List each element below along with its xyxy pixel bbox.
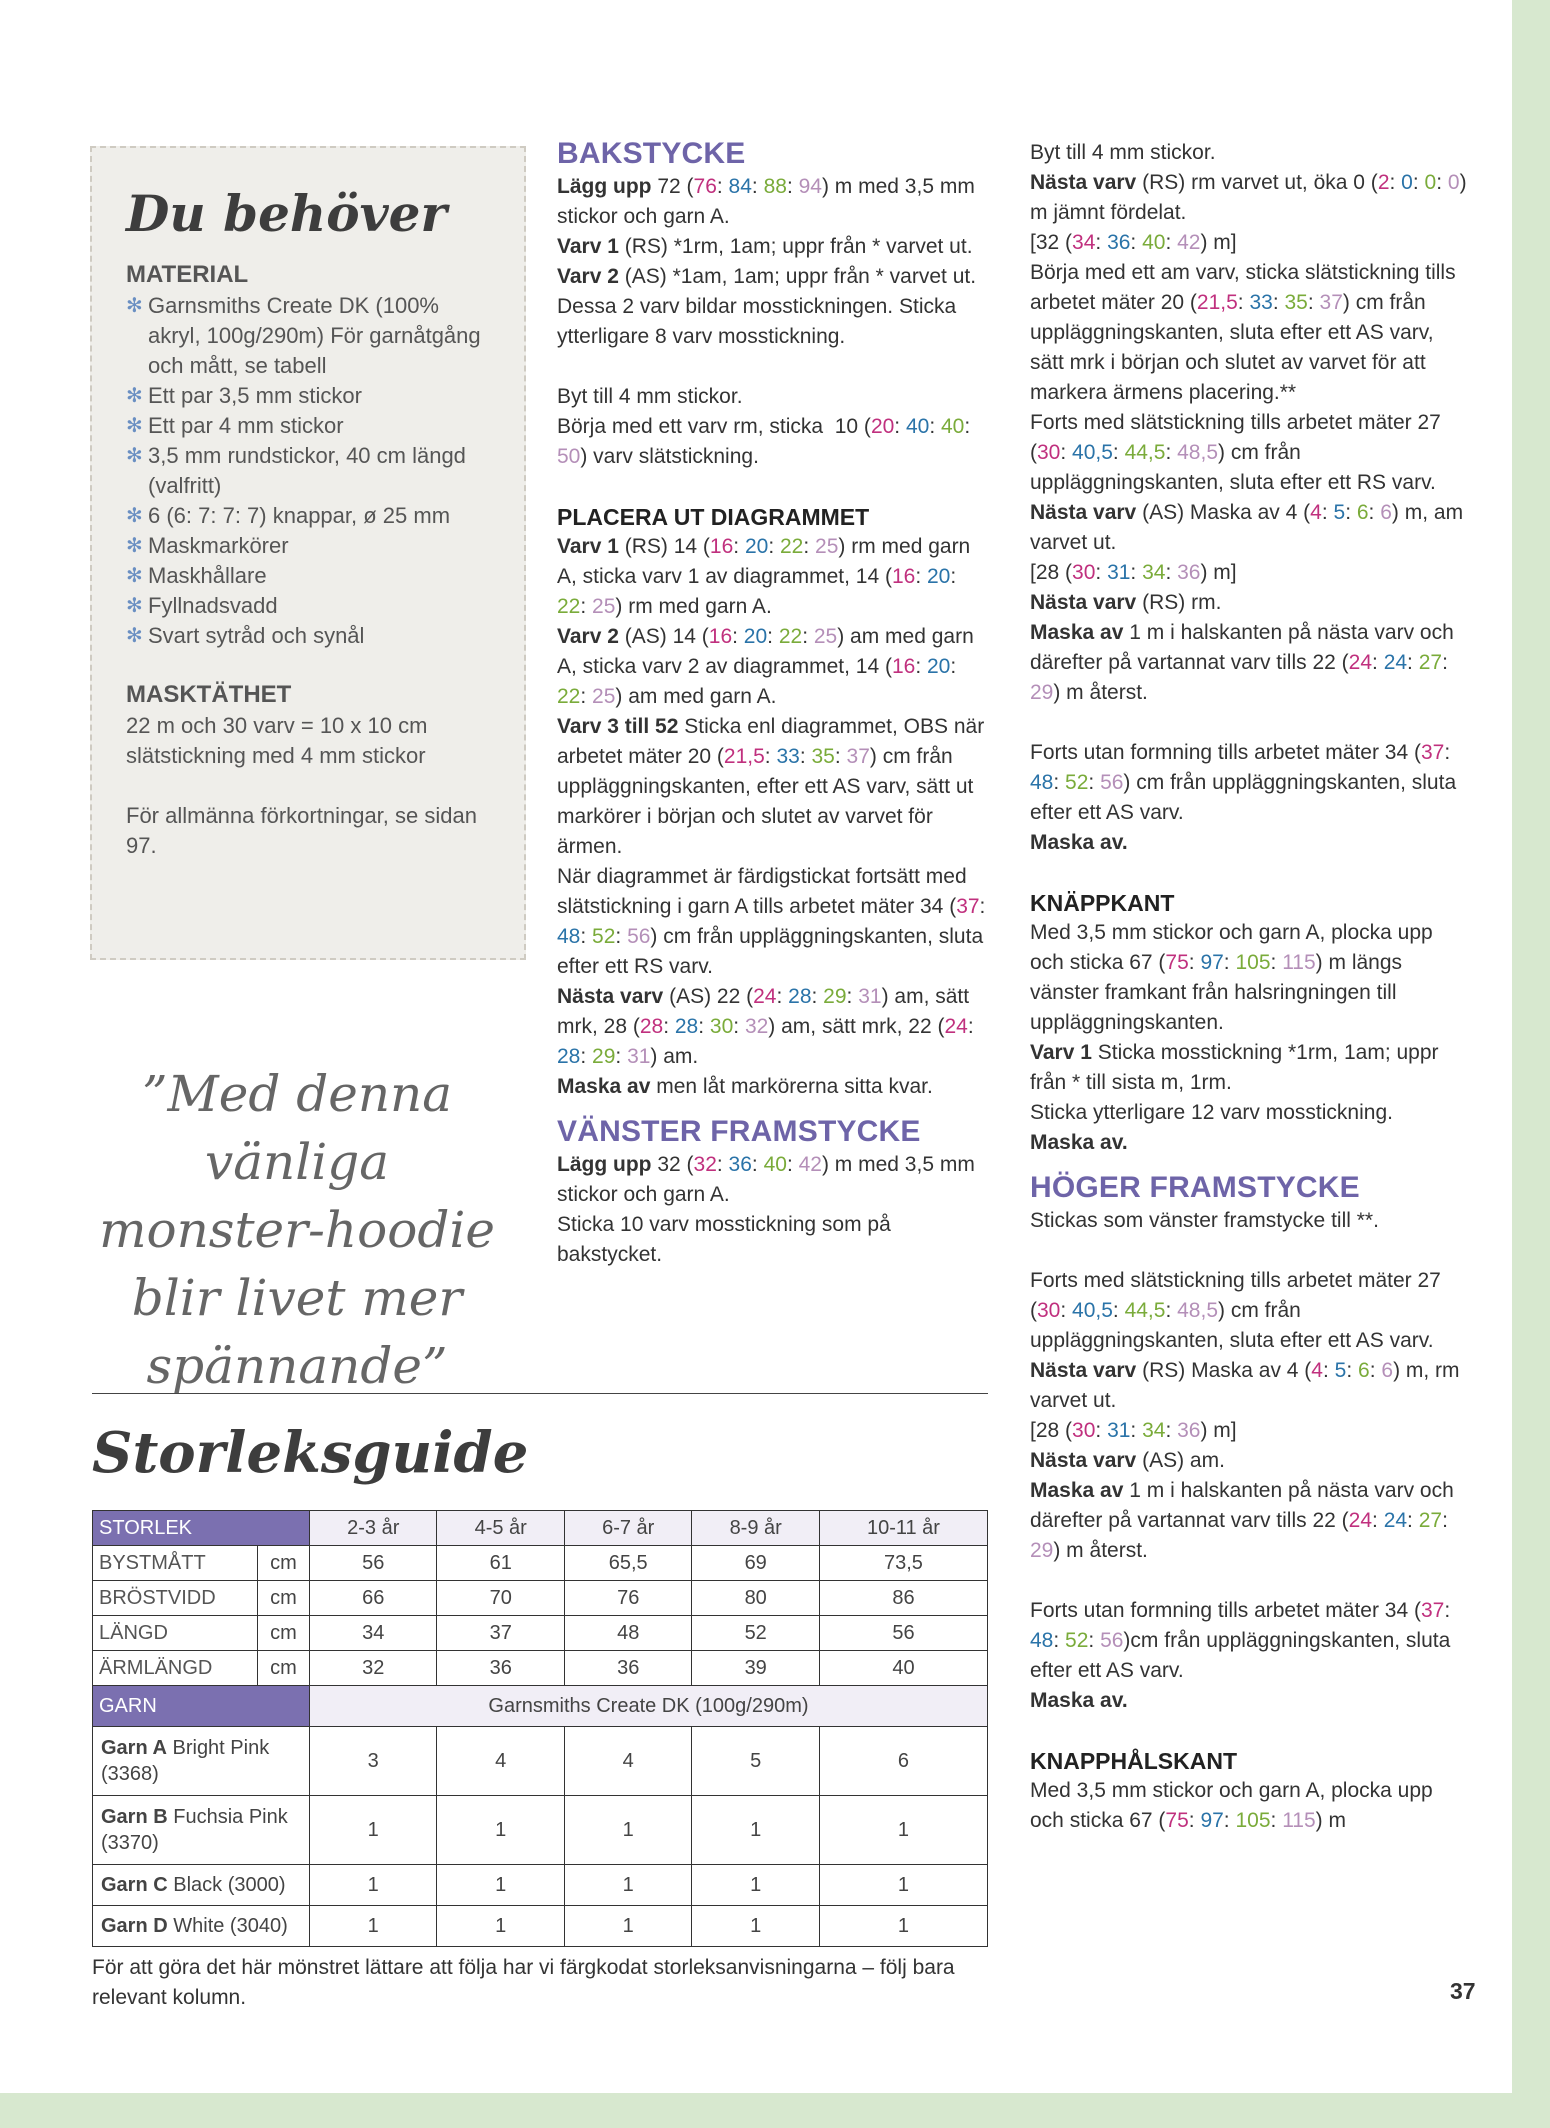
table-cell: 36	[437, 1651, 564, 1686]
table-cell: 1	[564, 1906, 691, 1947]
table-cell: 6	[819, 1727, 987, 1796]
pattern-column-right	[1030, 138, 1470, 1836]
pattern-text: Forts med slätstickning tills arbetet mäter 27 (30: 40,5: 44,5: 48,5) cm från uppläggningskanten, sluta efter ett AS varv.	[1030, 1269, 1441, 1352]
table-cell: 4	[437, 1727, 564, 1796]
table-cell: 8-9 år	[692, 1511, 819, 1546]
table-cell: 10-11 år	[819, 1511, 987, 1546]
list-item: ✻ Maskhållare	[126, 561, 496, 591]
pattern-text: Varv 1 (RS) *1rm, 1am; uppr från * varvet ut.	[557, 235, 973, 258]
pattern-text: Maska av.	[1030, 831, 1128, 854]
section-heading-hoger: HÖGER FRAMSTYCKE	[1030, 1171, 1360, 1204]
list-item: ✻ Ett par 3,5 mm stickor	[126, 381, 496, 411]
pattern-text: Nästa varv (RS) Maska av 4 (4: 5: 6: 6) m, rm varvet ut.	[1030, 1359, 1460, 1412]
pattern-text: Lägg upp 32 (32: 36: 40: 42) m med 3,5 mm stickor och garn A.	[557, 1153, 975, 1206]
table-cell: 4-5 år	[437, 1511, 564, 1546]
table-row	[93, 1511, 988, 1546]
table-row	[93, 1686, 988, 1727]
table-cell: 1	[692, 1906, 819, 1947]
table-cell: 1	[692, 1796, 819, 1865]
table-cell: Garn D White (3040)	[93, 1906, 310, 1947]
table-footnote: För att göra det här mönstret lättare att följa har vi färgkodat storleksanvisningarna – följ bara relevant kolumn.	[92, 1956, 955, 2009]
table-cell: BRÖSTVIDD	[93, 1581, 258, 1616]
table-cell: 69	[692, 1546, 819, 1581]
table-row	[93, 1906, 988, 1947]
pattern-text: Med 3,5 mm stickor och garn A, plocka upp och sticka 67 (75: 97: 105: 115) m	[1030, 1779, 1433, 1832]
pattern-text: [28 (30: 31: 34: 36) m]	[1030, 1419, 1237, 1442]
size-guide-title: Storleksguide	[92, 1420, 529, 1486]
asterisk-icon: ✻	[126, 295, 143, 317]
table-row	[93, 1581, 988, 1616]
pattern-text: Varv 3 till 52 Sticka enl diagrammet, OBS när arbetet mäter 20 (21,5: 33: 35: 37) cm från uppläggningskanten, efter ett AS varv, sätt ut markörer i början och slutet av varvet för ärmen.	[557, 715, 985, 858]
table-cell: 3	[310, 1727, 437, 1796]
table-cell: 80	[692, 1581, 819, 1616]
pattern-text: Varv 1 (RS) 14 (16: 20: 22: 25) rm med garn A, sticka varv 1 av diagrammet, 14 (16: 20: 22: 25) rm med garn A.	[557, 535, 971, 618]
table-cell: 1	[819, 1906, 987, 1947]
pattern-text: Nästa varv (AS) Maska av 4 (4: 5: 6: 6) m, am varvet ut.	[1030, 501, 1464, 554]
list-item: ✻ Svart sytråd och synål	[126, 621, 496, 651]
pattern-text: Byt till 4 mm stickor.	[557, 385, 743, 408]
materials-title: Du behöver	[126, 184, 447, 243]
table-cell: 1	[310, 1906, 437, 1947]
section-heading-knappkant: KNÄPPKANT	[1030, 890, 1175, 916]
table-cell: 6-7 år	[564, 1511, 691, 1546]
table-cell: 5	[692, 1727, 819, 1796]
table-cell: 37	[437, 1616, 564, 1651]
pattern-text: [28 (30: 31: 34: 36) m]	[1030, 561, 1237, 584]
table-cell: 86	[819, 1581, 987, 1616]
pattern-text: Börja med ett am varv, sticka slätstickning tills arbetet mäter 20 (21,5: 33: 35: 37) cm från uppläggningskanten, sluta efter ett AS varv, sätt mrk i början och slutet av varvet för att markera ärmens placering.**	[1030, 261, 1456, 404]
table-cell: 65,5	[564, 1546, 691, 1581]
table-cell: BYSTMÅTT	[93, 1546, 258, 1581]
table-cell: 61	[437, 1546, 564, 1581]
pattern-text: Maska av 1 m i halskanten på nästa varv och därefter på vartannat varv tills 22 (24: 24: 27: 29) m återst.	[1030, 621, 1454, 704]
asterisk-icon: ✻	[126, 385, 143, 407]
pattern-text: Dessa 2 varv bildar mosstickningen. Sticka ytterligare 8 varv mosstickning.	[557, 295, 957, 348]
table-cell: STORLEK	[93, 1511, 310, 1546]
table-cell: 32	[310, 1651, 437, 1686]
asterisk-icon: ✻	[126, 415, 143, 437]
table-cell: 56	[819, 1616, 987, 1651]
table-cell: 48	[564, 1616, 691, 1651]
table-cell: 4	[564, 1727, 691, 1796]
table-cell: 1	[310, 1865, 437, 1906]
table-cell: 1	[437, 1906, 564, 1947]
table-cell: 73,5	[819, 1546, 987, 1581]
list-item: ✻ Maskmarkörer	[126, 531, 496, 561]
asterisk-icon: ✻	[126, 445, 143, 467]
table-cell: 1	[437, 1796, 564, 1865]
list-item: ✻ 6 (6: 7: 7: 7) knappar, ø 25 mm	[126, 501, 496, 531]
asterisk-icon: ✻	[126, 505, 143, 527]
pattern-text: Forts utan formning tills arbetet mäter 34 (37: 48: 52: 56)cm från uppläggningskanten, sluta efter ett AS varv.	[1030, 1599, 1451, 1682]
section-heading-knapphalskant: KNAPPHÅLSKANT	[1030, 1748, 1237, 1774]
size-table	[92, 1510, 988, 1947]
asterisk-icon: ✻	[126, 625, 143, 647]
list-item: ✻ Ett par 4 mm stickor	[126, 411, 496, 441]
pattern-text: Nästa varv (AS) am.	[1030, 1449, 1225, 1472]
gauge-text: 22 m och 30 varv = 10 x 10 cm slätstickning med 4 mm stickor	[126, 713, 428, 768]
table-cell: cm	[258, 1581, 310, 1616]
pattern-text: Varv 1 Sticka mosstickning *1rm, 1am; uppr från * till sista m, 1rm.	[1030, 1041, 1439, 1094]
divider	[92, 1393, 988, 1394]
abbreviation-note: För allmänna förkortningar, se sidan 97.	[126, 803, 477, 858]
pattern-text: Börja med ett varv rm, sticka 10 (20: 40: 40: 50) varv slätstickning.	[557, 415, 971, 468]
pattern-text: Med 3,5 mm stickor och garn A, plocka upp och sticka 67 (75: 97: 105: 115) m längs vänster framkant från halsringningen till uppläggningskanten.	[1030, 921, 1433, 1034]
table-row	[93, 1796, 988, 1865]
table-cell: 36	[564, 1651, 691, 1686]
table-cell: 1	[310, 1796, 437, 1865]
section-heading-placera: PLACERA UT DIAGRAMMET	[557, 504, 870, 530]
materials-list	[126, 291, 496, 651]
table-cell: 52	[692, 1616, 819, 1651]
pattern-text: Maska av 1 m i halskanten på nästa varv och därefter på vartannat varv tills 22 (24: 24: 27: 29) m återst.	[1030, 1479, 1454, 1562]
pattern-text: Varv 2 (AS) *1am, 1am; uppr från * varvet ut.	[557, 265, 977, 288]
pattern-text: Sticka 10 varv mosstickning som på bakstycket.	[557, 1213, 891, 1266]
pattern-text: Nästa varv (AS) 22 (24: 28: 29: 31) am, sätt mrk, 28 (28: 28: 30: 32) am, sätt mrk, 22 (24: 28: 29: 31) am.	[557, 985, 974, 1068]
table-cell: 39	[692, 1651, 819, 1686]
materials-content	[90, 146, 526, 960]
table-cell: 40	[819, 1651, 987, 1686]
pattern-text: [32 (34: 36: 40: 42) m]	[1030, 231, 1237, 254]
pattern-text: Maska av.	[1030, 1131, 1128, 1154]
pattern-text: Sticka ytterligare 12 varv mosstickning.	[1030, 1101, 1393, 1124]
pattern-column-middle	[557, 136, 987, 1270]
table-cell: cm	[258, 1651, 310, 1686]
table-cell: 1	[564, 1865, 691, 1906]
pattern-text: Forts med slätstickning tills arbetet mäter 27 (30: 40,5: 44,5: 48,5) cm från uppläggningskanten, sluta efter ett RS varv.	[1030, 411, 1441, 494]
pull-quote: ”Med denna vänliga monster-hoodie blir livet mer spännande”	[99, 1065, 495, 1395]
pattern-text: Stickas som vänster framstycke till **.	[1030, 1209, 1379, 1232]
table-cell: LÄNGD	[93, 1616, 258, 1651]
pattern-text: Nästa varv (RS) rm.	[1030, 591, 1222, 614]
pattern-text: Nästa varv (RS) rm varvet ut, öka 0 (2: 0: 0: 0) m jämnt fördelat.	[1030, 171, 1467, 224]
list-item: ✻ Garnsmiths Create DK (100% akryl, 100g/290m) För garnåtgång och mått, se tabell	[126, 293, 481, 378]
table-row	[93, 1616, 988, 1651]
table-cell: Garnsmiths Create DK (100g/290m)	[310, 1686, 988, 1727]
table-cell: cm	[258, 1546, 310, 1581]
pattern-text: Varv 2 (AS) 14 (16: 20: 22: 25) am med garn A, sticka varv 2 av diagrammet, 14 (16: 20: 22: 25) am med garn A.	[557, 625, 974, 708]
table-cell: 1	[437, 1865, 564, 1906]
asterisk-icon: ✻	[126, 535, 143, 557]
table-row	[93, 1727, 988, 1796]
table-cell: 66	[310, 1581, 437, 1616]
table-cell: Garn B Fuchsia Pink (3370)	[93, 1796, 310, 1865]
table-cell: 70	[437, 1581, 564, 1616]
pattern-text: Lägg upp 72 (76: 84: 88: 94) m med 3,5 mm stickor och garn A.	[557, 175, 975, 228]
table-cell: cm	[258, 1616, 310, 1651]
list-item: ✻ 3,5 mm rundstickor, 40 cm längd (valfritt)	[126, 443, 466, 498]
pattern-text: Maska av.	[1030, 1689, 1128, 1712]
table-row	[93, 1651, 988, 1686]
table-cell: 76	[564, 1581, 691, 1616]
table-cell: 1	[819, 1796, 987, 1865]
material-heading: MATERIAL	[126, 261, 249, 288]
table-cell: Garn A Bright Pink (3368)	[93, 1727, 310, 1796]
list-item: ✻ Fyllnadsvadd	[126, 591, 496, 621]
table-cell: 1	[564, 1796, 691, 1865]
table-cell: Garn C Black (3000)	[93, 1865, 310, 1906]
table-cell: 1	[819, 1865, 987, 1906]
asterisk-icon: ✻	[126, 595, 143, 617]
table-cell: 56	[310, 1546, 437, 1581]
pattern-text: Maska av men låt markörerna sitta kvar.	[557, 1075, 933, 1098]
table-cell: 34	[310, 1616, 437, 1651]
pattern-text: Byt till 4 mm stickor.	[1030, 141, 1216, 164]
gauge-heading: MASKTÄTHET	[126, 681, 292, 708]
table-row	[93, 1546, 988, 1581]
pattern-text: När diagrammet är färdigstickat fortsätt med slätstickning i garn A tills arbetet mäter 34 (37: 48: 52: 56) cm från uppläggningskanten, sluta efter ett RS varv.	[557, 865, 986, 978]
table-cell: 1	[692, 1865, 819, 1906]
table-row	[93, 1865, 988, 1906]
asterisk-icon: ✻	[126, 565, 143, 587]
table-cell: 2-3 år	[310, 1511, 437, 1546]
pattern-text: Forts utan formning tills arbetet mäter 34 (37: 48: 52: 56) cm från uppläggningskanten, sluta efter ett AS varv.	[1030, 741, 1457, 824]
page-number: 37	[1450, 1978, 1476, 2004]
section-heading-bakstycke: BAKSTYCKE	[557, 137, 746, 170]
table-cell: GARN	[93, 1686, 310, 1727]
section-heading-vanster: VÄNSTER FRAMSTYCKE	[557, 1115, 921, 1148]
table-cell: ÄRMLÄNGD	[93, 1651, 258, 1686]
